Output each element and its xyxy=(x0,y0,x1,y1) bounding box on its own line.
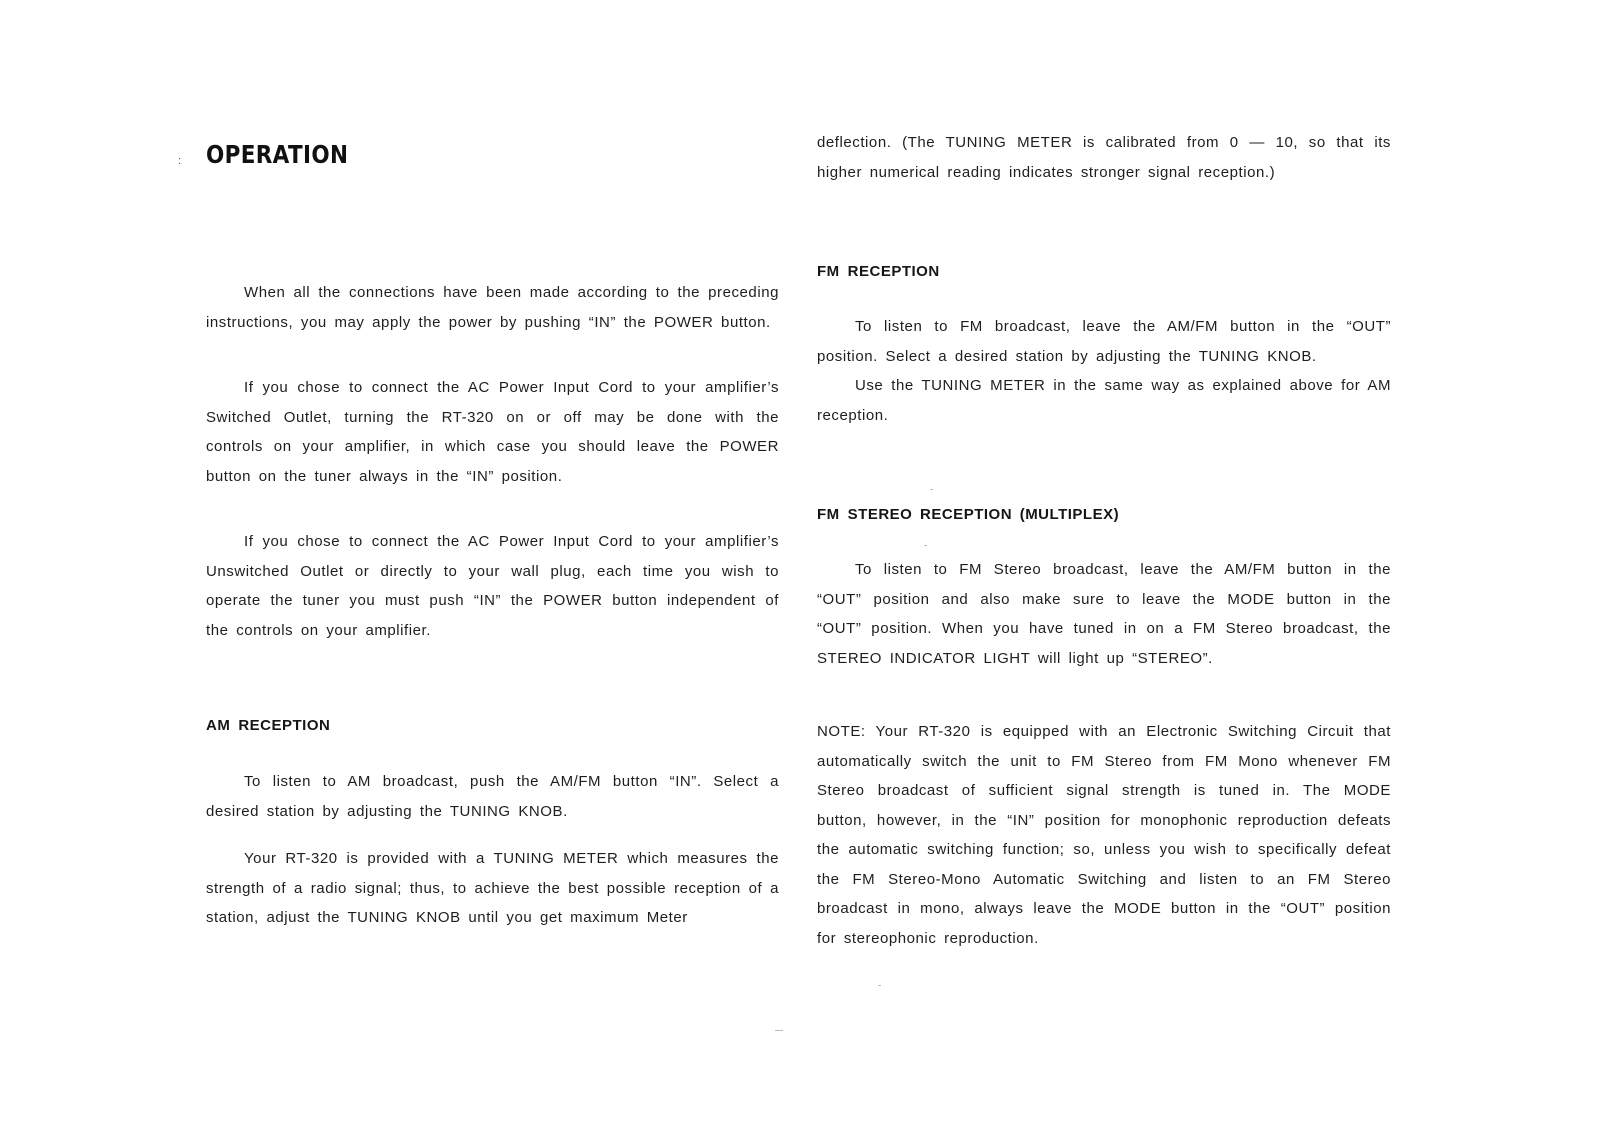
scan-speck xyxy=(930,489,933,490)
right-column xyxy=(817,128,1391,953)
fm-stereo-paragraph: To listen to FM Stereo broadcast, leave the AM/FM button in the “OUT” position and also make sure to leave the MODE button in the “OUT” position. When you have tuned in on a FM Stereo broadcast, the STEREO INDICATOR LIGHT will light up “STEREO”. xyxy=(817,561,1391,667)
scan-speck xyxy=(775,1030,783,1031)
fm-reception-heading: FM RECEPTION xyxy=(817,263,940,280)
am-reception-heading: AM RECEPTION xyxy=(206,717,331,734)
tuning-meter-paragraph: Your RT-320 is provided with a TUNING METER which measures the strength of a radio signal; thus, to achieve the best possible reception of a station, adjust the TUNING KNOB until you get maximum Meter xyxy=(206,850,779,926)
left-column xyxy=(206,138,779,933)
page-title: OPERATION xyxy=(206,140,349,169)
scan-speck xyxy=(878,985,881,986)
meter-deflection-continuation: deflection. (The TUNING METER is calibrated from 0 — 10, so that its higher numerical reading indicates stronger signal reception.) xyxy=(817,134,1391,181)
fm-reception-paragraph: To listen to FM broadcast, leave the AM/FM button in the “OUT” position. Select a desired station by adjusting the TUNING KNOB. xyxy=(817,318,1391,365)
fm-tuning-meter-paragraph: Use the TUNING METER in the same way as explained above for AM reception. xyxy=(817,377,1391,424)
intro-paragraph-unswitched-outlet: If you chose to connect the AC Power Input Cord to your amplifier’s Unswitched Outlet or directly to your wall plug, each time you wish to operate the tuner you must push “IN” the POWER button independent of the controls on your amplifier. xyxy=(206,533,779,639)
intro-paragraph-switched-outlet: If you chose to connect the AC Power Input Cord to your amplifier’s Switched Outlet, turning the RT-320 on or off may be done with the controls on your amplifier, in which case you should leave the POWER button on the tuner always in the “IN” position. xyxy=(206,379,779,485)
am-reception-paragraph: To listen to AM broadcast, push the AM/FM button “IN”. Select a desired station by adjusting the TUNING KNOB. xyxy=(206,773,779,820)
scan-speck xyxy=(924,545,927,546)
margin-mark-icon: : xyxy=(178,155,182,167)
note-paragraph: NOTE: Your RT-320 is equipped with an Electronic Switching Circuit that automatically switch the unit to FM Stereo from FM Mono whenever FM Stereo broadcast of sufficient signal strength is tuned in. The MODE button, however, in the “IN” position for monophonic reproduction defeats the automatic switching function; so, unless you wish to specifically defeat the FM Stereo-Mono Automatic Switching and listen to an FM Stereo broadcast in mono, always leave the MODE button in the “OUT” position for stereophonic reproduction. xyxy=(817,723,1391,947)
intro-paragraph-power: When all the connections have been made according to the preceding instructions, you may apply the power by pushing “IN” the POWER button. xyxy=(206,284,779,331)
fm-stereo-reception-heading: FM STEREO RECEPTION (MULTIPLEX) xyxy=(817,506,1120,523)
